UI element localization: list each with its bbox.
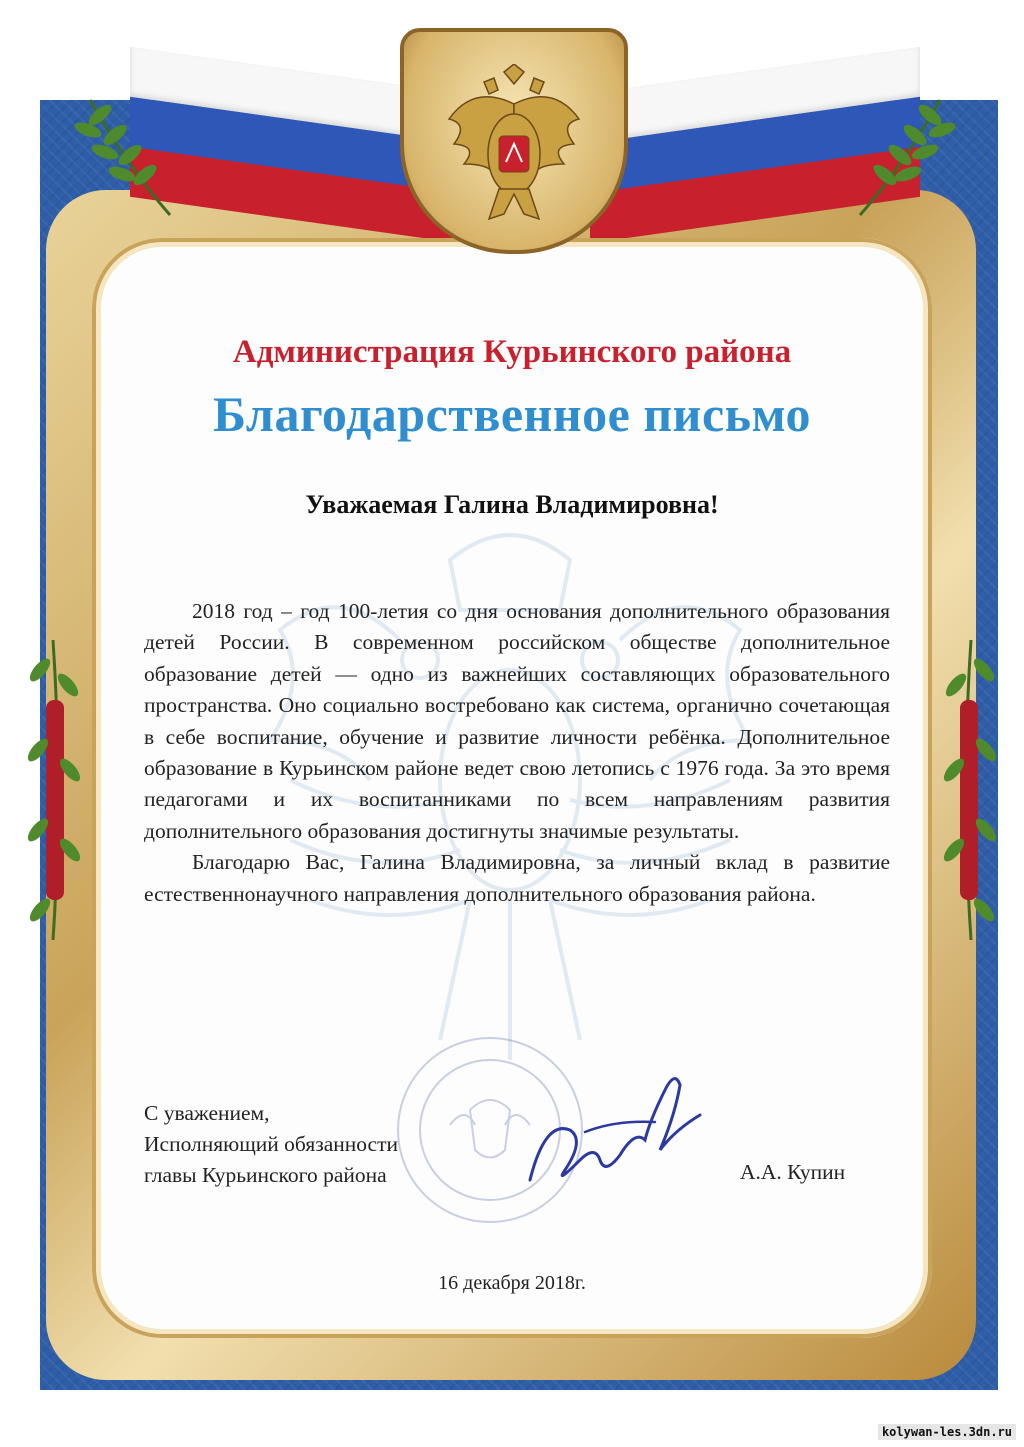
organization-name: Администрация Курьинского района <box>232 334 792 370</box>
laurel-branch-right-icon <box>936 640 1006 940</box>
site-watermark: kolywan-les.3dn.ru <box>878 1424 1016 1440</box>
signature-line-3: главы Курьинского района <box>144 1163 387 1187</box>
body-paragraph-2: Благодарю Вас, Галина Владимировна, за личный вклад в развитие естественнонаучного направления дополнительного образования района. <box>144 850 890 906</box>
signature-block <box>144 1098 398 1191</box>
document-title: Благодарственное письмо <box>213 386 811 442</box>
laurel-branch-top-right-icon <box>840 90 960 220</box>
signer-name: А.А. Купин <box>740 1160 846 1184</box>
greeting: Уважаемая Галина Владимировна! <box>305 490 719 519</box>
document-date: 16 декабря 2018г. <box>438 1272 586 1294</box>
laurel-branch-top-left-icon <box>70 90 190 220</box>
body-paragraph-1: 2018 год – год 100-летия со дня основания дополнительного образования детей России. В современном российском обществе дополнительное образование детей — одно из важнейших составляющих образовательного пространства. Оно социально востребовано как система, органично сочетающая в себе воспитание, обучение и развитие личности ребёнка. Дополнительное образование в Курьинском районе ведет свою летопись с 1976 года. За это время педагогами и их воспитанниками по всем направлениям развития дополнительного образования достигнуты значимые результаты. <box>144 599 890 843</box>
signature-line-2: Исполняющий обязанности <box>144 1132 398 1156</box>
russian-coat-of-arms-icon <box>400 28 628 254</box>
laurel-branch-left-icon <box>18 640 88 940</box>
handwritten-signature-icon <box>525 1060 715 1190</box>
letter-body <box>144 596 890 910</box>
signature-line-1: С уважением, <box>144 1101 270 1125</box>
